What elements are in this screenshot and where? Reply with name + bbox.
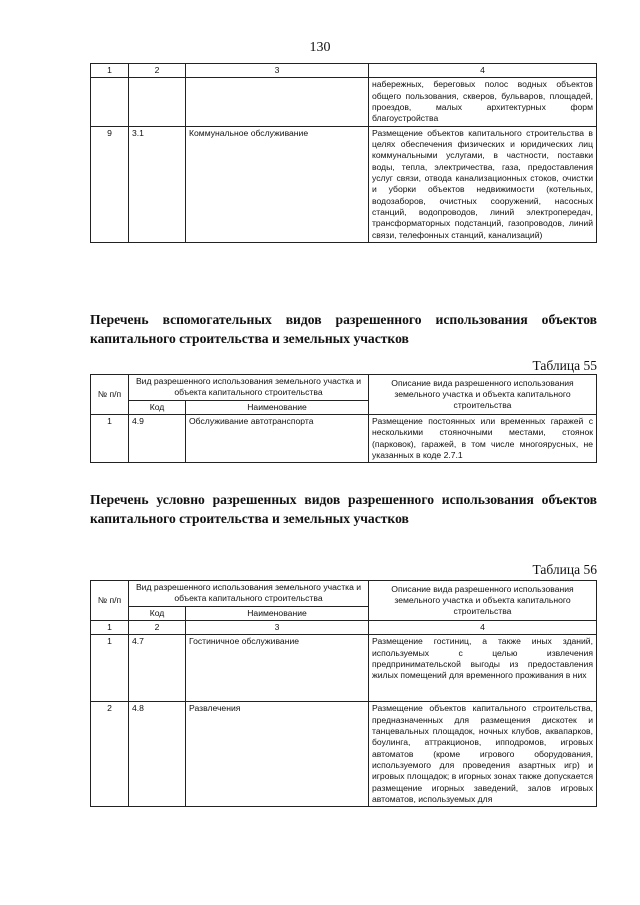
table-row (91, 635, 597, 702)
row-code (129, 78, 186, 126)
header-cell: 3 (186, 64, 369, 78)
row-name: Обслуживание автотранспорта (186, 415, 369, 463)
table-row (91, 415, 597, 463)
row-description: Размещение объектов капитального строительства, предназначенных для размещения дискотек и танцевальных площадок, ночных клубов, аквапарков, боулинга, аттракционов, ипподромов, игровых автоматов (кроме игрового оборудования, используемого для проведения азартных игр) и игровых площадок; в игорных зонах также допускается размещение игорных заведений, залов игровых автоматов, используемых для (369, 702, 597, 807)
row-code: 3.1 (129, 126, 186, 242)
table-row (91, 702, 597, 807)
header-cell: 1 (91, 64, 129, 78)
table-header-row (91, 64, 597, 78)
row-number: 1 (91, 635, 129, 702)
header-cell: 4 (369, 64, 597, 78)
header-name: Наименование (186, 606, 369, 620)
row-name: Развлечения (186, 702, 369, 807)
header-use-type: Вид разрешенного использования земельного участка и объекта капитального строительства (129, 581, 369, 607)
page-number: 130 (309, 40, 331, 55)
table-caption-56: Таблица 56 (532, 562, 597, 577)
header-number: № п/п (91, 375, 129, 415)
header-number: № п/п (91, 581, 129, 621)
row-code: 4.7 (129, 635, 186, 702)
index-cell: 1 (91, 621, 129, 635)
row-description: Размещение гостиниц, а также иных зданий, используемых с целью извлечения предпринимательской выгоды из предоставления жилых помещений для временного проживания в них (369, 635, 597, 702)
row-name: Гостиничное обслуживание (186, 635, 369, 702)
row-number: 9 (91, 126, 129, 242)
header-cell: 2 (129, 64, 186, 78)
table-55 (90, 374, 597, 463)
row-name: Коммунальное обслуживание (186, 126, 369, 242)
header-name: Наименование (186, 400, 369, 414)
index-cell: 4 (369, 621, 597, 635)
header-use-type: Вид разрешенного использования земельного участка и объекта капитального строительства (129, 375, 369, 401)
table-row (91, 78, 597, 126)
header-description: Описание вида разрешенного использования земельного участка и объекта капитального строительства (369, 375, 597, 415)
row-description: Размещение постоянных или временных гаражей с несколькими стояночными местами, стоянок (парковок), гаражей, в том числе многоярусных, не указанных в коде 2.7.1 (369, 415, 597, 463)
heading-auxiliary-uses: Перечень вспомогательных видов разрешенного использования объектов капитального строительства и земельных участков (90, 312, 597, 346)
row-number (91, 78, 129, 126)
index-cell: 3 (186, 621, 369, 635)
row-name (186, 78, 369, 126)
table-caption-55: Таблица 55 (532, 358, 597, 373)
header-code: Код (129, 400, 186, 414)
row-description: набережных, береговых полос водных объектов общего пользования, скверов, бульваров, площадей, проездов, малых архитектурных форм благоустройства (369, 78, 597, 126)
row-number: 1 (91, 415, 129, 463)
row-number: 2 (91, 702, 129, 807)
table-header-row (91, 375, 597, 401)
header-description: Описание вида разрешенного использования земельного участка и объекта капитального строительства (369, 581, 597, 621)
heading-conditional-uses: Перечень условно разрешенных видов разрешенного использования объектов капитального строительства и земельных участков (90, 492, 597, 526)
continuation-table (90, 63, 597, 243)
table-header-row (91, 581, 597, 607)
table-56 (90, 580, 597, 807)
header-code: Код (129, 606, 186, 620)
table-index-row (91, 621, 597, 635)
index-cell: 2 (129, 621, 186, 635)
table-row (91, 126, 597, 242)
row-code: 4.9 (129, 415, 186, 463)
row-code: 4.8 (129, 702, 186, 807)
row-description: Размещение объектов капитального строительства в целях обеспечения физических и юридических лиц коммунальными услугами, в частности, поставки воды, тепла, электричества, газа, предоставления услуг связи, отвода канализационных стоков, очистки и уборки объектов недвижимости (котельных, водозаборов, очистных сооружений, насосных станций, водопроводов, линий электропередач, трансформаторных подстанций, газопроводов, линий связи, телефонных станций, канализаций) (369, 126, 597, 242)
